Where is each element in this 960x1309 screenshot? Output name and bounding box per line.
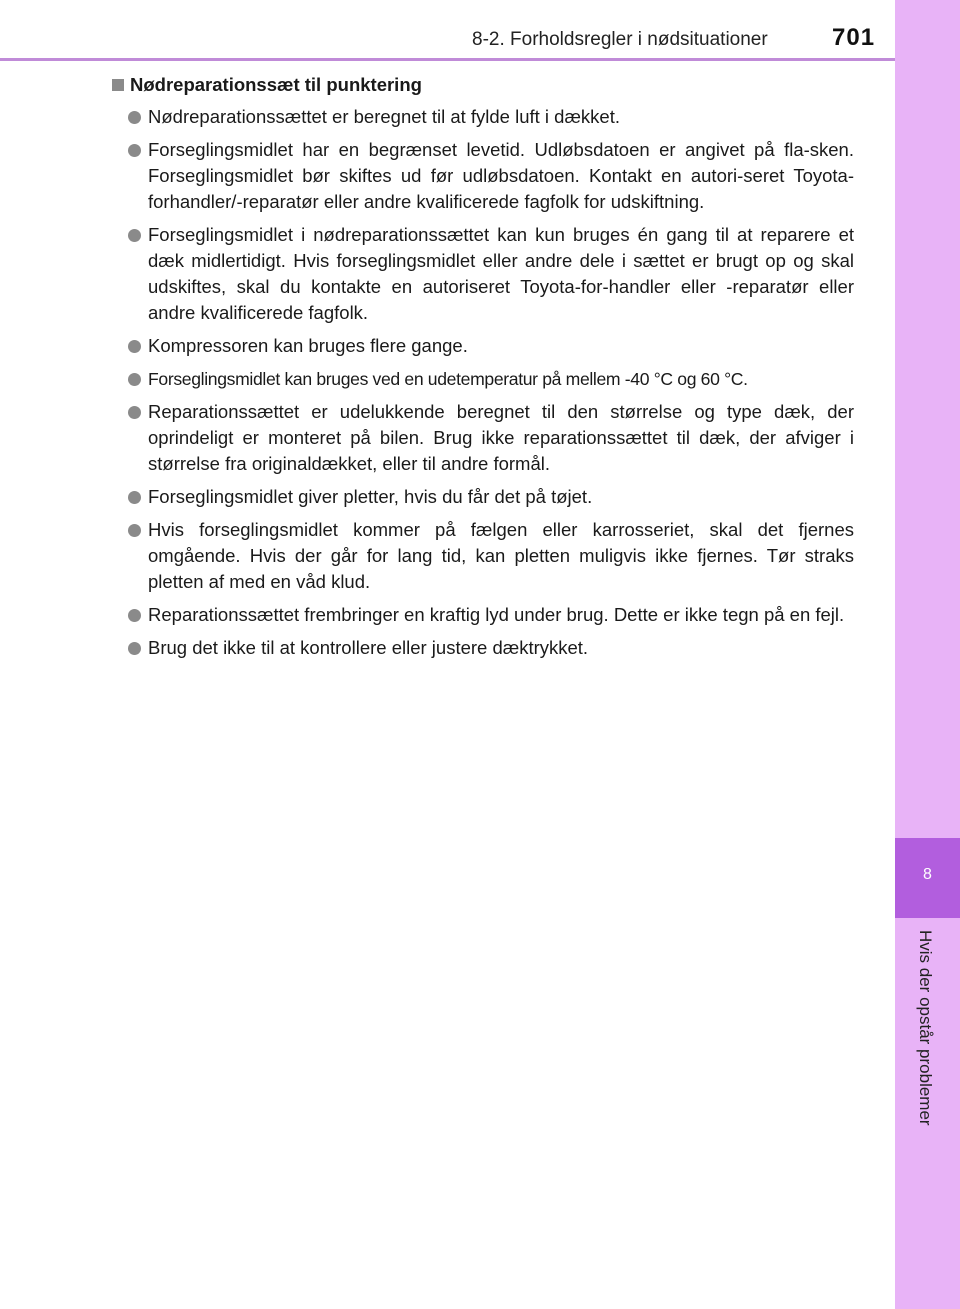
list-item bbox=[112, 635, 854, 661]
list-item bbox=[112, 222, 854, 326]
header-divider bbox=[0, 58, 895, 61]
list-item bbox=[112, 333, 854, 359]
round-bullet-icon bbox=[128, 406, 141, 419]
chapter-number: 8 bbox=[923, 866, 932, 883]
section-heading-text: Nødreparationssæt til punktering bbox=[130, 74, 422, 95]
list-item-text: Forseglingsmidlet giver pletter, hvis du får det på tøjet. bbox=[148, 486, 593, 507]
round-bullet-icon bbox=[128, 144, 141, 157]
section-title: 8-2. Forholdsregler i nødsituationer bbox=[472, 29, 768, 50]
page-header bbox=[0, 0, 895, 60]
chapter-title: Hvis der opstår problemer bbox=[916, 930, 935, 1126]
list-item-text: Kompressoren kan bruges flere gange. bbox=[148, 335, 468, 356]
list-item bbox=[112, 104, 854, 130]
list-item-text: Forseglingsmidlet i nødreparationssættet kan kun bruges én gang til at reparere et dæk midlertidigt. Hvis forseglingsmidlet eller andre dele i sættet er brugt op og skal udskiftes, skal du kontakte en autoriseret Toyota-for-handler eller -reparatør eller andre kvalificerede fagfolk. bbox=[148, 224, 854, 323]
round-bullet-icon bbox=[128, 111, 141, 124]
round-bullet-icon bbox=[128, 373, 141, 386]
list-item-text: Reparationssættet er udelukkende beregnet til den størrelse og type dæk, der oprindeligt er monteret på bilen. Brug ikke reparationssættet til dæk, der afviger i størrelse fra originaldækket, eller til andre formål. bbox=[148, 401, 854, 474]
round-bullet-icon bbox=[128, 524, 141, 537]
list-item-text: Forseglingsmidlet kan bruges ved en udetemperatur på mellem -40 °C og 60 °C. bbox=[148, 369, 748, 389]
list-item-text: Forseglingsmidlet har en begrænset levetid. Udløbsdatoen er angivet på fla-sken. Forseglingsmidlet bør skiftes ud før udløbsdatoen. Kontakt en autori-seret Toyota-forhandler/-reparatør eller andre kvalificerede fagfolk for udskiftning. bbox=[148, 139, 854, 212]
round-bullet-icon bbox=[128, 642, 141, 655]
round-bullet-icon bbox=[128, 609, 141, 622]
page-number: 701 bbox=[832, 24, 876, 51]
list-item-text: Nødreparationssættet er beregnet til at fylde luft i dækket. bbox=[148, 106, 620, 127]
list-item bbox=[112, 399, 854, 477]
square-bullet-icon bbox=[112, 79, 124, 91]
bullet-list bbox=[112, 104, 854, 661]
chapter-tab bbox=[895, 838, 960, 918]
list-item-text: Reparationssættet frembringer en kraftig lyd under brug. Dette er ikke tegn på en fejl. bbox=[148, 604, 845, 625]
list-item-text: Brug det ikke til at kontrollere eller justere dæktrykket. bbox=[148, 637, 589, 658]
round-bullet-icon bbox=[128, 229, 141, 242]
list-item bbox=[112, 602, 854, 628]
round-bullet-icon bbox=[128, 340, 141, 353]
list-item bbox=[112, 484, 854, 510]
round-bullet-icon bbox=[128, 491, 141, 504]
list-item bbox=[112, 366, 854, 392]
list-item-text: Hvis forseglingsmidlet kommer på fælgen eller karrosseriet, skal det fjernes omgående. Hvis der går for lang tid, kan pletten muligvis ikke fjernes. Tør straks pletten af med en våd klud. bbox=[148, 519, 854, 592]
list-item bbox=[112, 137, 854, 215]
main-content bbox=[112, 72, 854, 668]
section-heading bbox=[112, 72, 854, 98]
list-item bbox=[112, 517, 854, 595]
